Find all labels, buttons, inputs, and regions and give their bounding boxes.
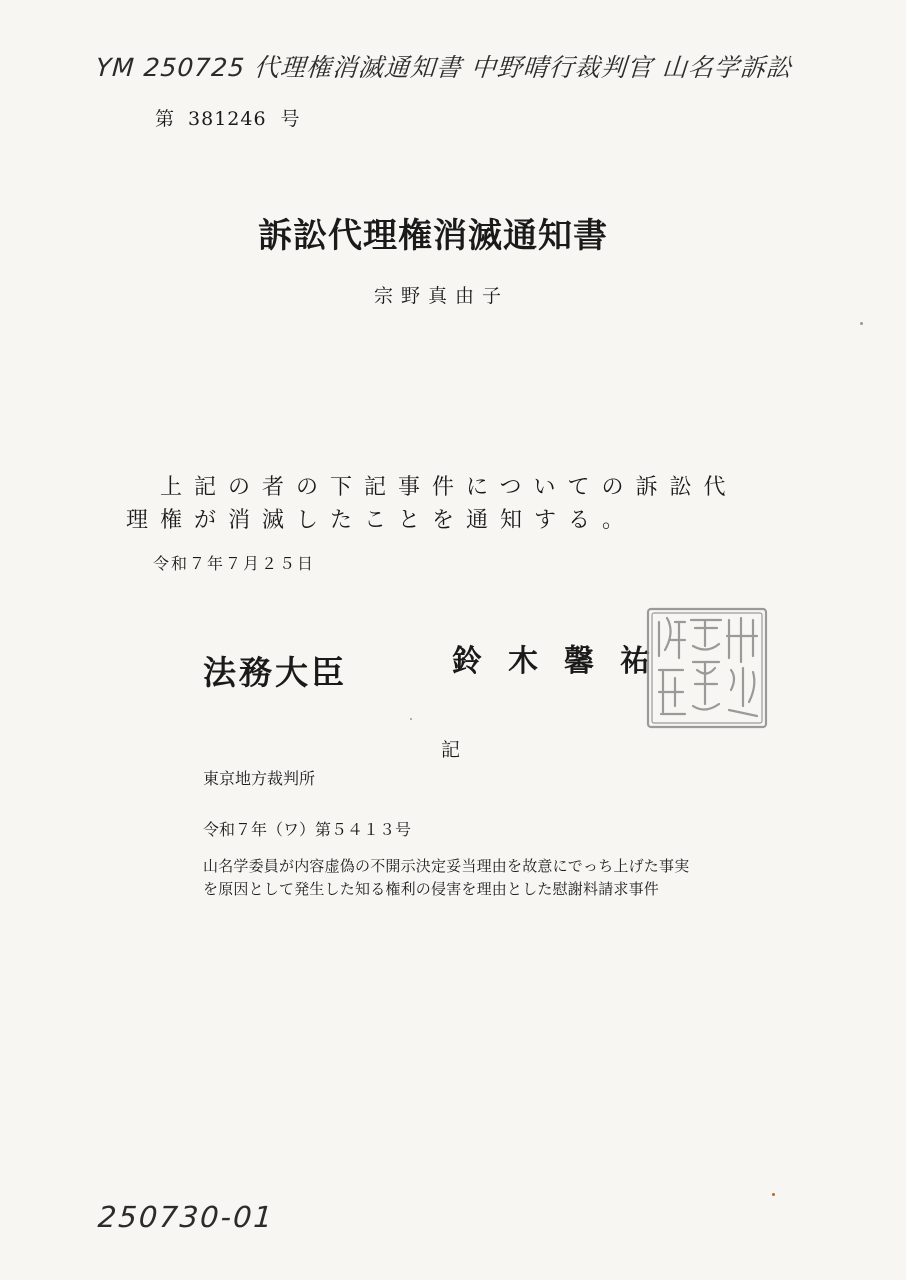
minister-name: 鈴木馨祐	[452, 644, 676, 679]
document-number-suffix: 号	[280, 108, 300, 130]
document-title: 訴訟代理権消滅通知書	[258, 216, 608, 256]
case-description-line-1: 山名学委員が内容虚偽の不開示決定妥当理由を故意にでっち上げた事実	[203, 857, 690, 875]
case-description-line-2: を原因として発生した知る権利の侵害を理由とした慰謝料請求事件	[203, 880, 660, 898]
body-text-line-2: 理権が消滅したことを通知する。	[126, 508, 637, 533]
handwritten-top-note: YM 250725 代理権消滅通知書 中野晴行裁判官 山名学訴訟	[94, 53, 793, 82]
minister-title: 法務大臣	[203, 653, 347, 692]
body-text-line-1: 上記の者の下記事件についての訴訟代	[160, 475, 738, 500]
document-number-value: 381246	[188, 108, 267, 130]
court-name: 東京地方裁判所	[203, 769, 316, 788]
official-seal-stamp	[645, 606, 769, 730]
person-name: 宗野真由子	[374, 285, 510, 307]
case-number: 令和７年（ワ）第５４１３号	[203, 820, 412, 839]
ki-label: 記	[441, 739, 461, 761]
paper-speck	[410, 718, 412, 720]
paper-speck	[772, 1193, 775, 1196]
paper-speck	[860, 322, 863, 325]
issue-date: 令和７年７月２５日	[153, 554, 316, 573]
handwritten-bottom-note: 250730-01	[96, 1200, 276, 1234]
document-number-prefix: 第	[155, 108, 175, 130]
document-number	[155, 104, 300, 131]
